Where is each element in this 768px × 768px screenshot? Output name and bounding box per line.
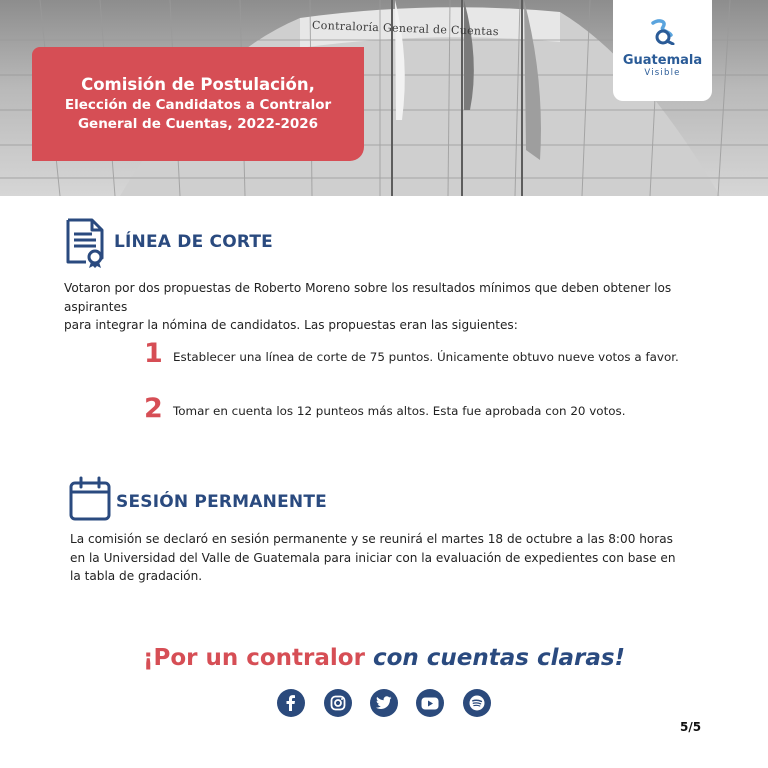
building-sign: Contraloría General de Cuentas [311, 18, 499, 39]
section2-paragraph [70, 530, 704, 586]
section-title-linea-de-corte: LÍNEA DE CORTE [114, 232, 273, 252]
proposal-text-2: Tomar en cuenta los 12 punteos más altos. Esta fue aprobada con 20 votos. [173, 404, 626, 418]
proposal-number-2: 2 [144, 393, 163, 424]
slogan-part-1: ¡Por un contralor [142, 645, 373, 671]
title-line-1: Comisión de Postulación, [81, 75, 315, 94]
paragraph-line-2: en la Universidad del Valle de Guatemala para iniciar con la evaluación de expedientes con base en [70, 550, 676, 565]
title-line-3: General de Cuentas, 2022-2026 [77, 116, 319, 132]
section-title-sesion-permanente: SESIÓN PERMANENTE [116, 492, 327, 512]
paragraph-line-3: la tabla de gradación. [70, 569, 203, 583]
proposal-number-1: 1 [144, 338, 163, 369]
twitter-icon[interactable] [370, 689, 398, 717]
section1-intro [64, 279, 714, 335]
logo-card [613, 0, 712, 101]
logo-subtitle: Visible [644, 68, 681, 78]
spotify-icon[interactable] [463, 689, 491, 717]
page-indicator: 5/5 [680, 720, 702, 734]
intro-line-2: para integrar la nómina de candidatos. Las propuestas eran las siguientes: [64, 318, 518, 332]
logo-name: Guatemala [622, 53, 703, 68]
facebook-icon[interactable] [277, 689, 305, 717]
youtube-icon[interactable] [416, 689, 444, 717]
title-banner [32, 47, 364, 161]
instagram-icon[interactable] [324, 689, 352, 717]
document-certificate-icon [64, 218, 106, 272]
proposal-text-1: Establecer una línea de corte de 75 puntos. Únicamente obtuvo nueve votos a favor. [173, 350, 679, 364]
intro-line-1: Votaron por dos propuestas de Roberto Moreno sobre los resultados mínimos que deben obtener los aspirantes [64, 281, 672, 314]
paragraph-line-1: La comisión se declaró en sesión permanente y se reunirá el martes 18 de octubre a las 8:00 horas [70, 532, 673, 546]
calendar-icon [68, 476, 112, 526]
guatemala-visible-logo-icon [649, 19, 677, 49]
slogan-part-2: con cuentas claras! [372, 645, 626, 671]
title-line-2: Elección de Candidatos a Contralor [64, 97, 332, 113]
slogan [0, 645, 768, 671]
